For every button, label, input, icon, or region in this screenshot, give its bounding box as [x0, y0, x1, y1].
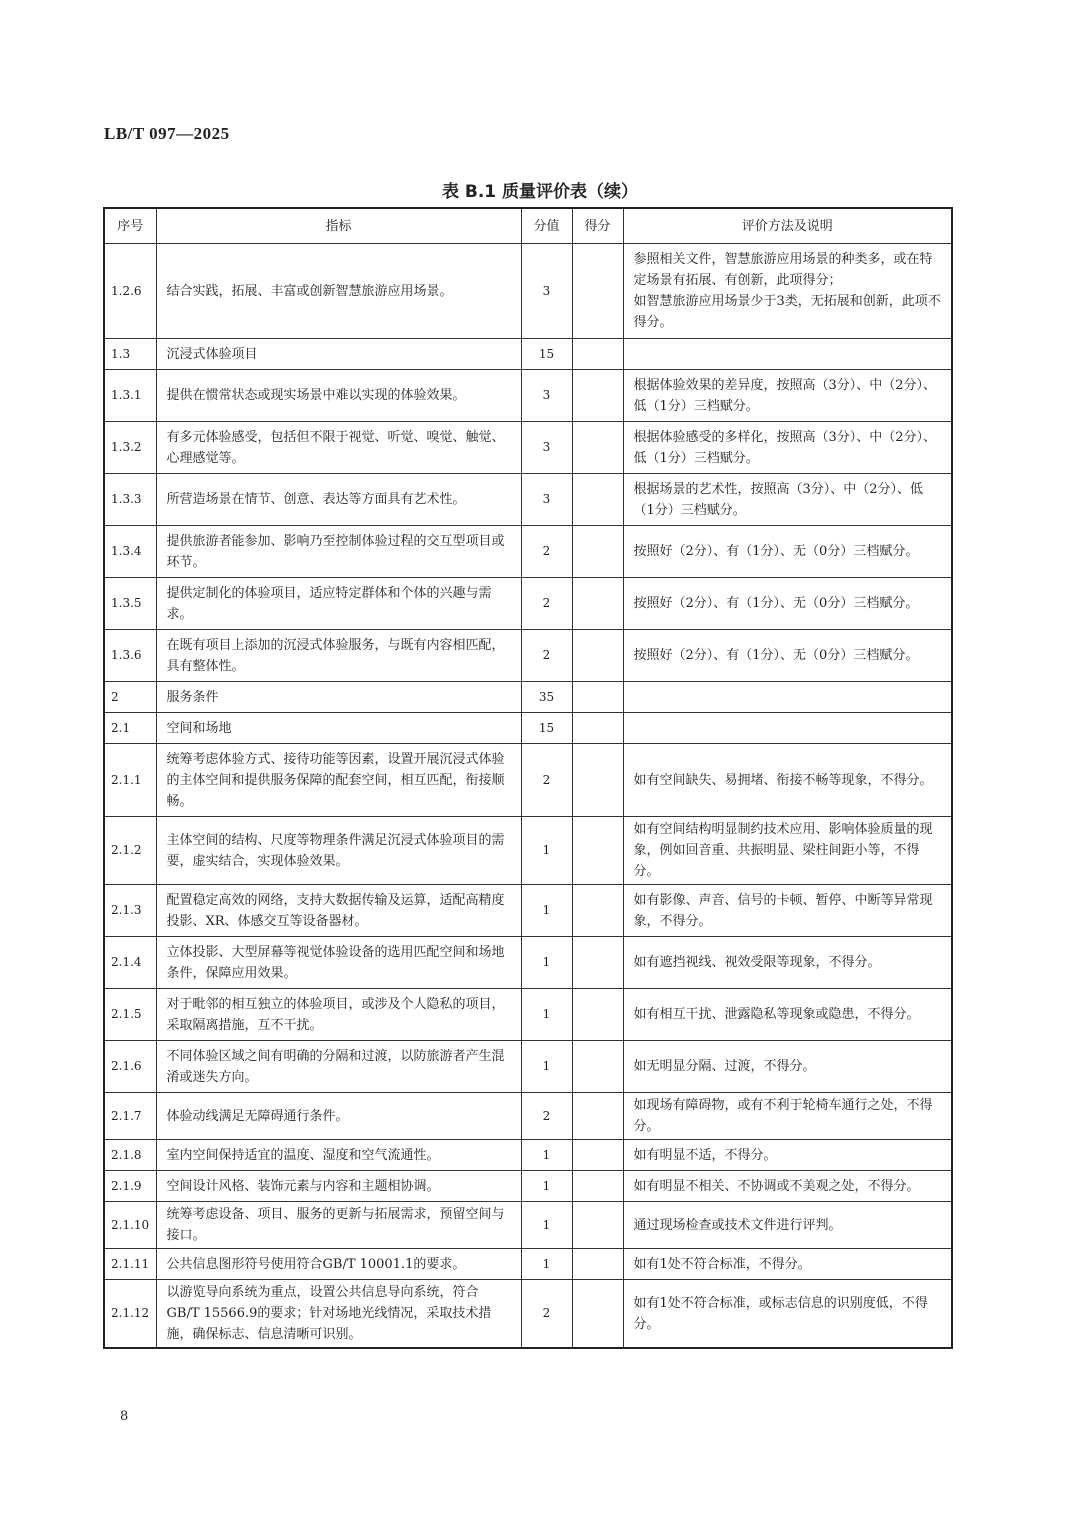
- row-score: 3: [521, 422, 572, 474]
- row-method: 通过现场检查或技术文件进行评判。: [623, 1202, 952, 1249]
- table-row: [104, 1093, 952, 1140]
- row-score: 3: [521, 370, 572, 422]
- row-indicator: 有多元体验感受，包括但不限于视觉、听觉、嗅觉、触觉、心理感觉等。: [156, 422, 521, 474]
- row-indicator: 提供旅游者能参加、影响乃至控制体验过程的交互型项目或环节。: [156, 526, 521, 578]
- row-method: 按照好（2分）、有（1分）、无（0分）三档赋分。: [623, 630, 952, 682]
- row-got-score: [572, 1202, 623, 1249]
- row-id: 2.1.6: [104, 1041, 156, 1093]
- row-indicator: 公共信息图形符号使用符合GB/T 10001.1的要求。: [156, 1249, 521, 1280]
- row-score: 2: [521, 578, 572, 630]
- row-indicator: 所营造场景在情节、创意、表达等方面具有艺术性。: [156, 474, 521, 526]
- row-score: 1: [521, 1202, 572, 1249]
- table-row: [104, 339, 952, 370]
- row-indicator: 立体投影、大型屏幕等视觉体验设备的选用匹配空间和场地条件，保障应用效果。: [156, 937, 521, 989]
- row-score: 1: [521, 1171, 572, 1202]
- row-got-score: [572, 1171, 623, 1202]
- row-score: 3: [521, 474, 572, 526]
- row-indicator: 体验动线满足无障碍通行条件。: [156, 1093, 521, 1140]
- row-score: 1: [521, 1249, 572, 1280]
- row-score: 2: [521, 630, 572, 682]
- row-score: 35: [521, 682, 572, 713]
- row-id: 1.3: [104, 339, 156, 370]
- row-id: 1.2.6: [104, 244, 156, 339]
- row-method: 如有1处不符合标准，或标志信息的识别度低，不得分。: [623, 1280, 952, 1349]
- row-id: 2.1.5: [104, 989, 156, 1041]
- row-method: 如有影像、声音、信号的卡顿、暂停、中断等异常现象，不得分。: [623, 885, 952, 937]
- row-score: 2: [521, 526, 572, 578]
- column-header-score: 分值: [521, 208, 572, 244]
- row-id: 1.3.2: [104, 422, 156, 474]
- row-indicator: 统筹考虑体验方式、接待功能等因素，设置开展沉浸式体验的主体空间和提供服务保障的配套空间，相互匹配，衔接顺畅。: [156, 744, 521, 817]
- table-row: [104, 1202, 952, 1249]
- column-header-indicator: 指标: [156, 208, 521, 244]
- row-got-score: [572, 1249, 623, 1280]
- row-id: 1.3.1: [104, 370, 156, 422]
- row-got-score: [572, 682, 623, 713]
- table-row: [104, 1041, 952, 1093]
- row-indicator: 沉浸式体验项目: [156, 339, 521, 370]
- row-method: [623, 682, 952, 713]
- table-row: [104, 744, 952, 817]
- row-id: 1.3.4: [104, 526, 156, 578]
- row-id: 1.3.6: [104, 630, 156, 682]
- table-row: [104, 817, 952, 885]
- row-method: 如有空间缺失、易拥堵、衔接不畅等现象，不得分。: [623, 744, 952, 817]
- row-got-score: [572, 744, 623, 817]
- row-got-score: [572, 1041, 623, 1093]
- row-method: 如现场有障碍物，或有不利于轮椅车通行之处，不得分。: [623, 1093, 952, 1140]
- row-score: 15: [521, 339, 572, 370]
- column-header-method: 评价方法及说明: [623, 208, 952, 244]
- row-got-score: [572, 474, 623, 526]
- row-got-score: [572, 817, 623, 885]
- row-indicator: 空间设计风格、装饰元素与内容和主题相协调。: [156, 1171, 521, 1202]
- row-method: [623, 339, 952, 370]
- row-score: 1: [521, 1140, 572, 1171]
- row-id: 1.3.3: [104, 474, 156, 526]
- row-got-score: [572, 578, 623, 630]
- row-score: 2: [521, 744, 572, 817]
- row-indicator: 在既有项目上添加的沉浸式体验服务，与既有内容相匹配，具有整体性。: [156, 630, 521, 682]
- row-method: 如有1处不符合标准，不得分。: [623, 1249, 952, 1280]
- row-method: 根据体验感受的多样化，按照高（3分）、中（2分）、低（1分）三档赋分。: [623, 422, 952, 474]
- row-method: 参照相关文件，智慧旅游应用场景的种类多，或在特定场景有拓展、有创新，此项得分； 如智慧旅游应用场景少于3类，无拓展和创新，此项不得分。: [623, 244, 952, 339]
- row-score: 1: [521, 1041, 572, 1093]
- row-indicator: 统筹考虑设备、项目、服务的更新与拓展需求，预留空间与接口。: [156, 1202, 521, 1249]
- row-got-score: [572, 989, 623, 1041]
- table-row: [104, 244, 952, 339]
- table-row: [104, 1280, 952, 1349]
- row-method: 根据场景的艺术性，按照高（3分）、中（2分）、低（1分）三档赋分。: [623, 474, 952, 526]
- row-method: [623, 713, 952, 744]
- row-method: 按照好（2分）、有（1分）、无（0分）三档赋分。: [623, 526, 952, 578]
- column-header-got: 得分: [572, 208, 623, 244]
- row-indicator: 结合实践，拓展、丰富或创新智慧旅游应用场景。: [156, 244, 521, 339]
- quality-evaluation-table: [103, 207, 953, 1349]
- row-got-score: [572, 370, 623, 422]
- table-row: [104, 713, 952, 744]
- row-method: 如无明显分隔、过渡，不得分。: [623, 1041, 952, 1093]
- row-score: 2: [521, 1280, 572, 1349]
- row-got-score: [572, 526, 623, 578]
- row-got-score: [572, 937, 623, 989]
- row-method: 如有遮挡视线、视效受限等现象，不得分。: [623, 937, 952, 989]
- row-id: 2.1.1: [104, 744, 156, 817]
- row-indicator: 服务条件: [156, 682, 521, 713]
- row-got-score: [572, 422, 623, 474]
- row-score: 15: [521, 713, 572, 744]
- table-row: [104, 1171, 952, 1202]
- row-id: 2.1.11: [104, 1249, 156, 1280]
- row-score: 1: [521, 885, 572, 937]
- row-method: 按照好（2分）、有（1分）、无（0分）三档赋分。: [623, 578, 952, 630]
- table-row: [104, 526, 952, 578]
- row-id: 2: [104, 682, 156, 713]
- row-got-score: [572, 630, 623, 682]
- row-indicator: 提供在惯常状态或现实场景中难以实现的体验效果。: [156, 370, 521, 422]
- table-row: [104, 370, 952, 422]
- table-row: [104, 474, 952, 526]
- table-caption: 表 B.1 质量评价表（续）: [441, 182, 639, 202]
- table-row: [104, 989, 952, 1041]
- page-number: 8: [120, 1409, 129, 1424]
- table-header-row: [104, 208, 952, 244]
- row-id: 2.1.2: [104, 817, 156, 885]
- row-id: 2.1: [104, 713, 156, 744]
- row-score: 2: [521, 1093, 572, 1140]
- row-got-score: [572, 244, 623, 339]
- row-indicator: 室内空间保持适宜的温度、湿度和空气流通性。: [156, 1140, 521, 1171]
- row-indicator: 对于毗邻的相互独立的体验项目，或涉及个人隐私的项目，采取隔离措施，互不干扰。: [156, 989, 521, 1041]
- row-method: 如有相互干扰、泄露隐私等现象或隐患，不得分。: [623, 989, 952, 1041]
- row-got-score: [572, 1280, 623, 1349]
- row-indicator: 提供定制化的体验项目，适应特定群体和个体的兴趣与需求。: [156, 578, 521, 630]
- row-got-score: [572, 339, 623, 370]
- row-id: 2.1.4: [104, 937, 156, 989]
- table-body: [104, 244, 952, 1349]
- row-got-score: [572, 885, 623, 937]
- document-code: LB/T 097—2025: [104, 124, 230, 143]
- column-header-id: 序号: [104, 208, 156, 244]
- row-method: 根据体验效果的差异度，按照高（3分）、中（2分）、低（1分）三档赋分。: [623, 370, 952, 422]
- table-row: [104, 937, 952, 989]
- table-row: [104, 578, 952, 630]
- table-row: [104, 422, 952, 474]
- row-got-score: [572, 713, 623, 744]
- row-indicator: 主体空间的结构、尺度等物理条件满足沉浸式体验项目的需要，虚实结合，实现体验效果。: [156, 817, 521, 885]
- row-method: 如有明显不相关、不协调或不美观之处，不得分。: [623, 1171, 952, 1202]
- row-id: 1.3.5: [104, 578, 156, 630]
- row-id: 2.1.7: [104, 1093, 156, 1140]
- table-row: [104, 682, 952, 713]
- row-indicator: 以游览导向系统为重点，设置公共信息导向系统，符合GB/T 15566.9的要求；针对场地光线情况，采取技术措施，确保标志、信息清晰可识别。: [156, 1280, 521, 1349]
- row-score: 3: [521, 244, 572, 339]
- row-indicator: 不同体验区域之间有明确的分隔和过渡，以防旅游者产生混淆或迷失方向。: [156, 1041, 521, 1093]
- row-id: 2.1.10: [104, 1202, 156, 1249]
- row-method: 如有明显不适，不得分。: [623, 1140, 952, 1171]
- table-row: [104, 1140, 952, 1171]
- row-id: 2.1.8: [104, 1140, 156, 1171]
- row-score: 1: [521, 817, 572, 885]
- table-row: [104, 885, 952, 937]
- row-got-score: [572, 1093, 623, 1140]
- row-got-score: [572, 1140, 623, 1171]
- row-score: 1: [521, 937, 572, 989]
- table-row: [104, 630, 952, 682]
- row-id: 2.1.12: [104, 1280, 156, 1349]
- row-method: 如有空间结构明显制约技术应用、影响体验质量的现象，例如回音重、共振明显、梁柱间距小等，不得分。: [623, 817, 952, 885]
- row-indicator: 空间和场地: [156, 713, 521, 744]
- row-score: 1: [521, 989, 572, 1041]
- table-row: [104, 1249, 952, 1280]
- row-indicator: 配置稳定高效的网络，支持大数据传输及运算，适配高精度投影、XR、体感交互等设备器材。: [156, 885, 521, 937]
- row-id: 2.1.3: [104, 885, 156, 937]
- row-id: 2.1.9: [104, 1171, 156, 1202]
